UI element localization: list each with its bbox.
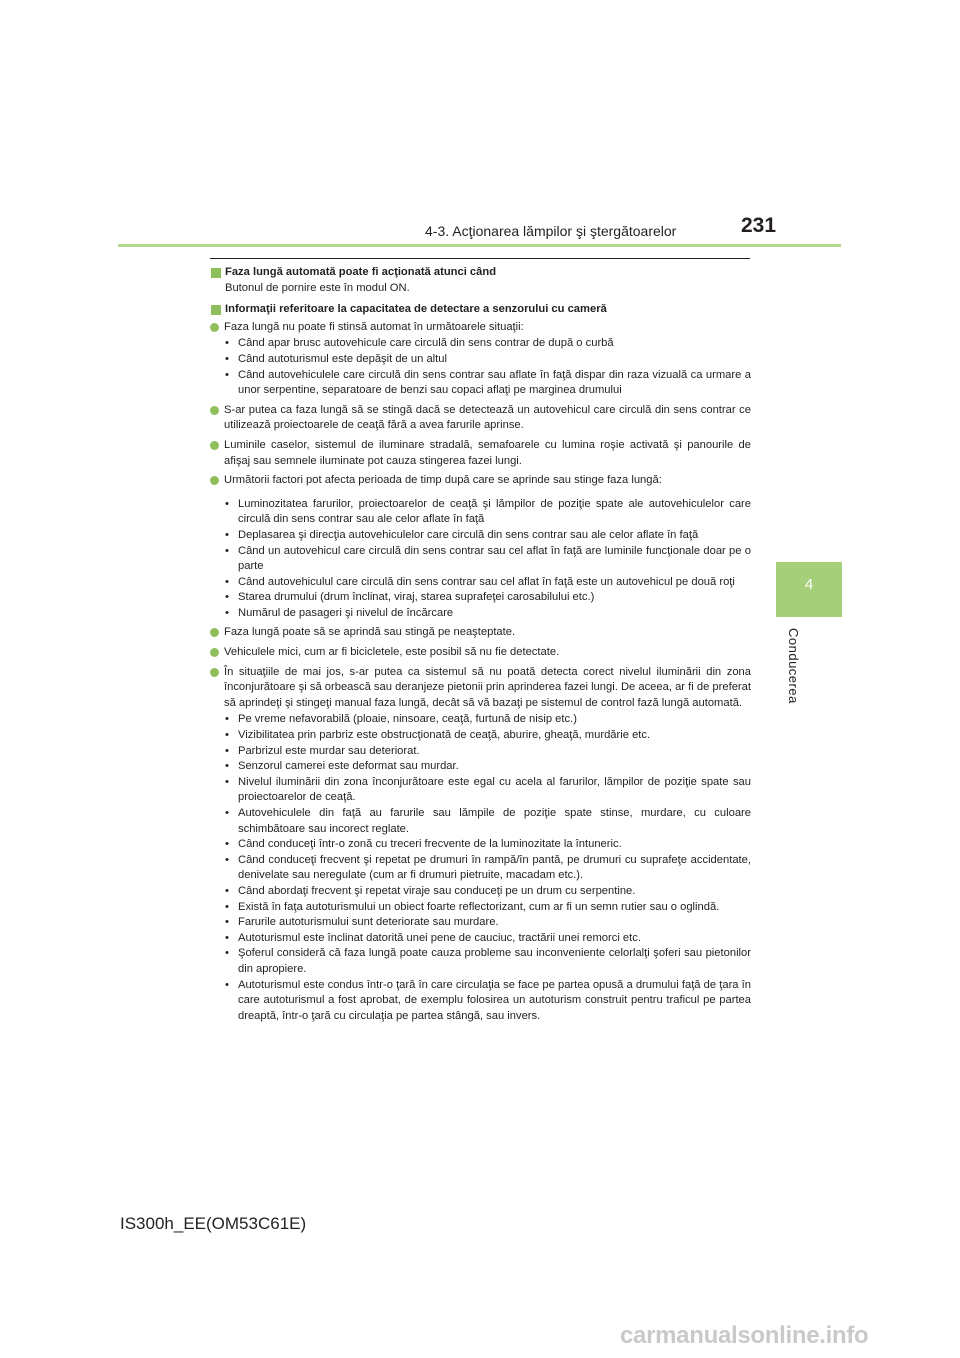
list-item-body xyxy=(224,438,751,469)
list-item-text: Faza lungă poate să se aprindă sau stingă pe neaşteptate. xyxy=(224,626,516,639)
list-item-body xyxy=(224,625,751,641)
item-list xyxy=(210,320,751,1025)
sub-item xyxy=(224,368,751,399)
sub-item-text: Există în faţa autoturismului un obiect foarte reflectorizant, cum ar fi un semn rutier sau o oglindă. xyxy=(238,900,720,913)
content-divider xyxy=(210,258,750,259)
dot-bullet-icon: • xyxy=(225,497,229,510)
dot-bullet-icon: • xyxy=(225,947,229,960)
sub-item xyxy=(224,712,751,728)
sub-list xyxy=(224,336,751,398)
sub-item-text: Când autovehiculul care circulă din sens contrar sau cel aflat în faţă este un autovehicul pe două roţi xyxy=(238,575,735,588)
sub-item-text: Când autovehiculele care circulă din sens contrar sau aflate în faţă dispar din raza vizuală ca urmare a unor serpentine, separatoare de benzi sau copaci aflaţi pe marginea drumului xyxy=(238,368,751,397)
sub-item xyxy=(224,606,751,622)
sub-item xyxy=(224,497,751,528)
header-divider xyxy=(118,244,841,247)
sub-item xyxy=(224,900,751,916)
sub-item xyxy=(224,978,751,1025)
sub-item xyxy=(224,837,751,853)
sub-item-text: Când conduceţi frecvent şi repetat pe drumuri în rampă/în pantă, pe drumuri cu suprafeţe accidentate, denivelate sau neregulate (cum ar fi drumuri pietruite, macadam etc.). xyxy=(238,853,751,882)
sub-item xyxy=(224,590,751,606)
sub-item-text: Vizibilitatea prin parbriz este obstrucţionată de ceaţă, aburire, gheaţă, murdărie etc. xyxy=(238,729,651,742)
section-heading xyxy=(210,265,751,281)
sub-item xyxy=(224,853,751,884)
sub-item xyxy=(224,352,751,368)
sub-item-text: Când un autovehicul care circulă din sens contrar sau cel aflat în faţă are luminile funcţionale doar pe o parte xyxy=(238,544,751,573)
section-heading xyxy=(210,302,751,318)
sub-item xyxy=(224,744,751,760)
dot-bullet-icon: • xyxy=(225,884,229,897)
dot-bullet-icon: • xyxy=(225,729,229,742)
list-item-text: S-ar putea ca faza lungă să se stingă dacă se detectează un autovehicul care circulă din sens contrar ce utilizează proiectoarele de ceaţă fără a avea farurile aprinse. xyxy=(224,403,751,432)
section xyxy=(210,302,751,1024)
list-item-body xyxy=(224,320,751,399)
sub-item-text: Pe vreme nefavorabilă (ploaie, ninsoare, ceaţă, furtună de nisip etc.) xyxy=(238,713,577,726)
sub-item xyxy=(224,806,751,837)
dot-bullet-icon: • xyxy=(225,528,229,541)
round-bullet-icon xyxy=(210,648,219,657)
chapter-tab xyxy=(776,562,842,617)
round-bullet-icon xyxy=(210,476,219,485)
list-item-body xyxy=(224,665,751,1025)
sub-item xyxy=(224,528,751,544)
dot-bullet-icon: • xyxy=(225,744,229,757)
page-content xyxy=(210,265,751,1030)
sub-item-text: Autoturismul este înclinat datorită unei pene de cauciuc, tractării unei remorci etc. xyxy=(238,931,641,944)
square-bullet-icon xyxy=(211,305,221,315)
dot-bullet-icon: • xyxy=(225,713,229,726)
section-text: Butonul de pornire este în modul ON. xyxy=(225,281,410,294)
sub-item xyxy=(224,915,751,931)
list-item-text: Luminile caselor, sistemul de iluminare stradală, semafoarele cu lumina roşie activată şi panourile de afişaj sau semnele iluminate pot cauza stingerea fazei lungi. xyxy=(224,438,751,467)
round-bullet-icon xyxy=(210,323,219,332)
round-bullet-icon xyxy=(210,441,219,450)
sub-item-text: Când autoturismul este depăşit de un altul xyxy=(238,352,447,365)
dot-bullet-icon: • xyxy=(225,575,229,588)
sub-item xyxy=(224,728,751,744)
dot-bullet-icon: • xyxy=(225,916,229,929)
dot-bullet-icon: • xyxy=(225,591,229,604)
list-item-body xyxy=(224,645,751,661)
sub-item-text: Farurile autoturismului sunt deteriorate sau murdare. xyxy=(238,916,499,929)
sub-item-text: Autoturismul este condus într-o ţară în care circulaţia se face pe partea opusă a drumului faţă de ţara în care autoturismul a fost aprobat, de exemplu folosirea un autoturism construit pentru traficul pe partea dreaptă, într-o ţară cu circulaţia pe partea stângă, sau invers. xyxy=(238,978,751,1022)
sub-item-text: Deplasarea şi direcţia autovehiculelor care circulă din sens contrar sau ale celor aflate în faţă xyxy=(238,528,699,541)
section-heading-text: Faza lungă automată poate fi acţionată atunci când xyxy=(225,266,497,278)
sub-list xyxy=(224,497,751,622)
sub-item-text: Când apar brusc autovehicule care circulă din sens contrar de după o curbă xyxy=(238,337,614,350)
sub-item-text: Starea drumului (drum înclinat, viraj, starea suprafeţei carosabilului etc.) xyxy=(238,591,595,604)
sub-item xyxy=(224,759,751,775)
list-item-text: Vehiculele mici, cum ar fi bicicletele, este posibil să nu fie detectate. xyxy=(224,646,560,659)
list-item xyxy=(210,438,751,469)
dot-bullet-icon: • xyxy=(225,931,229,944)
sub-item xyxy=(224,575,751,591)
dot-bullet-icon: • xyxy=(225,760,229,773)
sub-item-text: Şoferul consideră că faza lungă poate cauza probleme sau inconveniente celorlalţi şoferi sau pietonilor din apropiere. xyxy=(238,947,751,975)
list-item xyxy=(210,645,751,661)
list-item xyxy=(210,320,751,399)
dot-bullet-icon: • xyxy=(225,606,229,619)
dot-bullet-icon: • xyxy=(225,900,229,913)
footer-code: IS300h_EE(OM53C61E) xyxy=(120,1214,307,1233)
watermark: carmanualsonline.info xyxy=(620,1322,869,1349)
sub-item xyxy=(224,775,751,806)
dot-bullet-icon: • xyxy=(225,352,229,365)
dot-bullet-icon: • xyxy=(225,853,229,866)
round-bullet-icon xyxy=(210,628,219,637)
dot-bullet-icon: • xyxy=(225,775,229,788)
dot-bullet-icon: • xyxy=(225,337,229,350)
round-bullet-icon xyxy=(210,406,219,415)
page-number: 231 xyxy=(741,214,777,237)
sub-item xyxy=(224,946,751,977)
sub-item-text: Când abordaţi frecvent şi repetat viraje sau conduceţi pe un drum cu serpentine. xyxy=(238,884,636,897)
sub-item-text: Luminozitatea farurilor, proiectoarelor de ceaţă şi lămpilor de poziţie spate ale autovehiculelor care circulă din sens contrar sau ale celor aflate în faţă xyxy=(238,497,751,526)
list-item-text: Faza lungă nu poate fi stinsă automat în următoarele situaţii: xyxy=(224,320,524,333)
sub-item-text: Senzorul camerei este deformat sau murdar. xyxy=(238,760,459,773)
sub-item-text: Nivelul iluminării din zona înconjurătoare este egal cu acela al farurilor, lămpilor de poziţie spate sau proiectoarelor de ceaţă. xyxy=(238,775,751,804)
list-item-text: Următorii factori pot afecta perioada de timp după care se aprinde sau stinge faza lungă: xyxy=(224,474,662,487)
sub-list xyxy=(224,712,751,1024)
list-item xyxy=(210,403,751,434)
dot-bullet-icon: • xyxy=(225,978,229,991)
list-item xyxy=(210,665,751,1025)
sub-item-text: Numărul de pasageri şi nivelul de încărcare xyxy=(238,606,454,619)
dot-bullet-icon: • xyxy=(225,368,229,381)
sub-item-text: Când conduceţi într-o zonă cu treceri frecvente de la luminozitate la întuneric. xyxy=(238,838,622,851)
dot-bullet-icon: • xyxy=(225,838,229,851)
sub-item xyxy=(224,336,751,352)
sub-item-text: Parbrizul este murdar sau deteriorat. xyxy=(238,744,420,757)
header-title: 4-3. Acţionarea lămpilor şi ştergătoarelor xyxy=(425,223,677,239)
section-heading-text: Informaţii referitoare la capacitatea de detectare a senzorului cu cameră xyxy=(225,303,607,316)
list-item-body xyxy=(224,403,751,434)
list-item-body xyxy=(224,473,751,621)
dot-bullet-icon: • xyxy=(225,544,229,557)
round-bullet-icon xyxy=(210,668,219,677)
sub-item-text: Autovehiculele din faţă au farurile sau lămpile de poziţie spate stinse, murdare, cu culoare schimbătoare sau incorect reglate. xyxy=(238,807,751,835)
section xyxy=(210,265,751,296)
square-bullet-icon xyxy=(211,268,221,278)
chapter-tab-number: 4 xyxy=(804,576,814,593)
list-item-text: În situaţiile de mai jos, s-ar putea ca sistemul să nu poată detecta corect nivelul iluminării din zona înconjurătoare şi să orbească sau deranjeze pietonii prin aprinderea fazei lungi. De aceea, ar fi de preferat să aprindeţi şi stingeţi manual faza lungă, decât să vă bazaţi pe sistemul de control fază lungă automată. xyxy=(224,665,751,709)
sub-item xyxy=(224,884,751,900)
dot-bullet-icon: • xyxy=(225,807,229,819)
chapter-tab-label: Conducerea xyxy=(786,628,801,704)
list-item xyxy=(210,625,751,641)
sub-item xyxy=(224,544,751,575)
sub-item xyxy=(224,931,751,947)
list-item xyxy=(210,473,751,621)
